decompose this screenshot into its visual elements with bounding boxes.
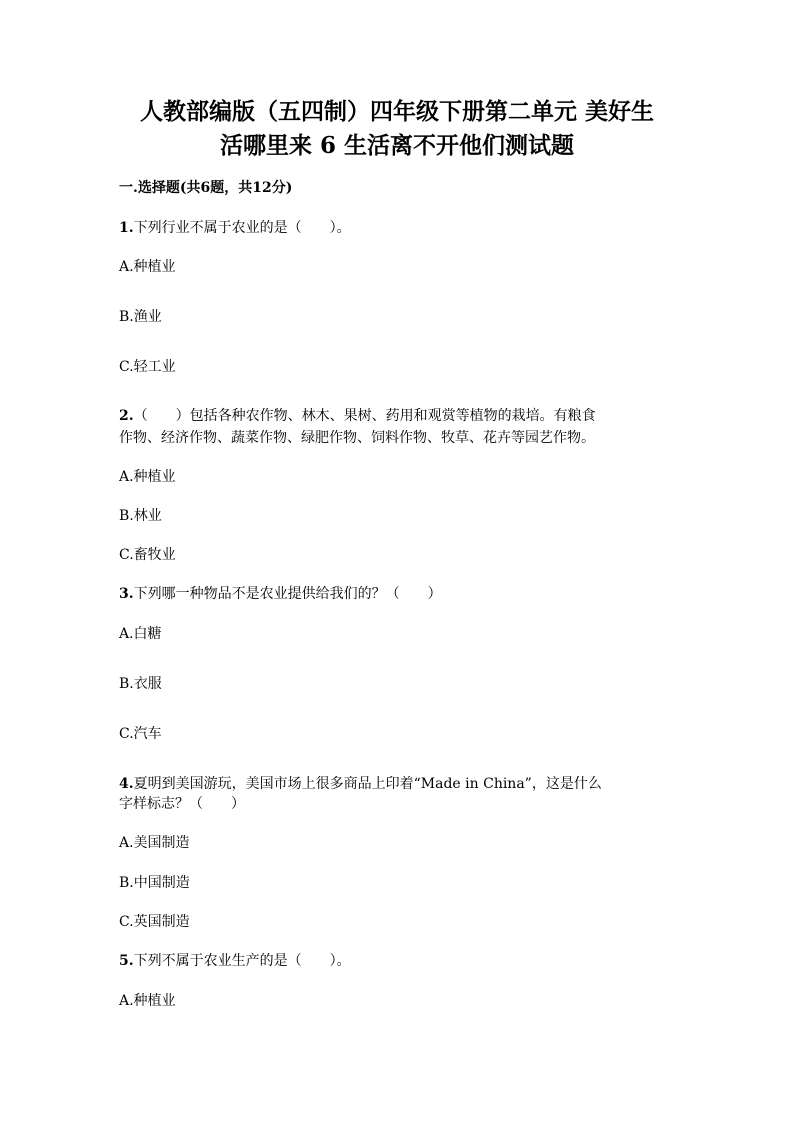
- section-heading: 一.选择题(共6题，共12分): [119, 180, 293, 196]
- question-5: [119, 951, 679, 971]
- option-b: B.中国制造: [119, 875, 190, 891]
- option-b: B.渔业: [119, 309, 162, 325]
- option-a: A.美国制造: [119, 835, 190, 851]
- option-c: C.畜牧业: [119, 547, 176, 563]
- question-text-continued: 作物、经济作物、蔬菜作物、绿肥作物、饲料作物、牧草、花卉等园艺作物。: [119, 430, 595, 446]
- document-title-line-2: 活哪里来 6 生活离不开他们测试题: [219, 132, 575, 159]
- question-4: [119, 774, 679, 794]
- document-title-line-1: 人教部编版（五四制）四年级下册第二单元 美好生: [139, 98, 654, 125]
- option-c: C.汽车: [119, 726, 162, 742]
- question-number: 5.: [119, 953, 134, 969]
- question-3: [119, 584, 679, 604]
- option-c: C.英国制造: [119, 914, 190, 930]
- option-a: A.种植业: [119, 469, 176, 485]
- question-2: [119, 406, 679, 426]
- question-text: （ ）包括各种农作物、林木、果树、药用和观赏等植物的栽培。有粮食: [133, 408, 596, 424]
- question-1: [119, 218, 679, 238]
- question-text: 下列不属于农业生产的是（ ）。: [133, 953, 351, 969]
- option-c: C.轻工业: [119, 359, 176, 375]
- question-number: 4.: [119, 776, 134, 792]
- question-text: 夏明到美国游玩，美国市场上很多商品上印着“Made in China”，这是什么: [133, 776, 602, 792]
- question-text: 下列哪一种物品不是农业提供给我们的？（ ）: [133, 586, 442, 602]
- question-text-continued: 字样标志？（ ）: [119, 796, 245, 812]
- question-text: 下列行业不属于农业的是（ ）。: [133, 220, 351, 236]
- question-number: 2.: [119, 408, 134, 424]
- option-a: A.种植业: [119, 993, 176, 1009]
- option-a: A.种植业: [119, 259, 176, 275]
- option-b: B.衣服: [119, 676, 162, 692]
- option-b: B.林业: [119, 508, 162, 524]
- question-number: 1.: [119, 220, 134, 236]
- option-a: A.白糖: [119, 626, 162, 642]
- question-number: 3.: [119, 586, 134, 602]
